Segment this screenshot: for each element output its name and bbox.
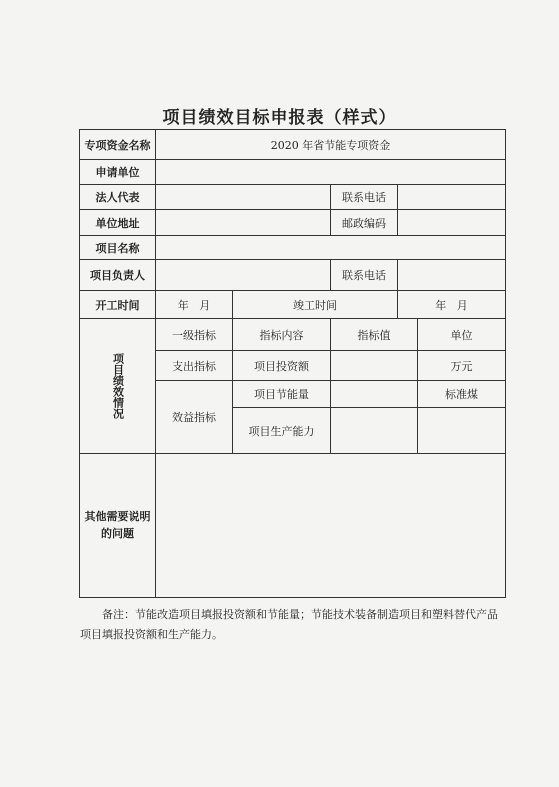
applicant-field[interactable]: [156, 160, 505, 184]
energy-saving-unit: 标准煤: [445, 388, 478, 401]
benefit-indicator-label: 效益指标: [172, 411, 216, 424]
start-time-label: 开工时间: [95, 298, 140, 312]
project-name-label: 项目名称: [95, 241, 140, 255]
address-field[interactable]: [156, 210, 330, 235]
energy-saving-value-field[interactable]: [331, 381, 417, 407]
header-unit: 单位: [450, 328, 473, 342]
header-first-level: 一级指标: [172, 328, 216, 342]
project-leader-field[interactable]: [156, 260, 330, 290]
start-time-value[interactable]: 年 月: [177, 298, 211, 312]
fund-name-label: 专项资金名称: [84, 138, 151, 152]
energy-saving-label: 项目节能量: [254, 388, 309, 401]
performance-section-label: 项目绩效情况: [111, 353, 125, 419]
postcode-label: 邮政编码: [342, 216, 386, 230]
capacity-label: 项目生产能力: [248, 424, 315, 438]
phone-label: 联系电话: [342, 191, 386, 204]
capacity-value-field[interactable]: [331, 408, 417, 453]
completion-time-label: 竣工时间: [293, 298, 337, 312]
header-content: 指标内容: [259, 328, 304, 342]
fund-name-value: 2020 年省节能专项资金: [270, 138, 391, 152]
postcode-field[interactable]: [398, 210, 505, 235]
other-issues-label: 其他需要说明的问题: [84, 510, 151, 540]
applicant-label: 申请单位: [95, 166, 140, 179]
footnote: 备注：节能改造项目填报投资额和节能量；节能技术装备制造项目和塑料替代产品项目填报投资额和生产能力。: [80, 608, 498, 641]
phone-label-2: 联系电话: [342, 269, 386, 282]
border-bottom: [79, 597, 506, 598]
project-name-field[interactable]: [156, 236, 505, 259]
phone-field[interactable]: [398, 185, 505, 209]
legal-rep-label: 法人代表: [95, 191, 140, 204]
other-issues-field[interactable]: [156, 454, 505, 597]
investment-label: 项目投资额: [254, 359, 309, 373]
header-value: 指标值: [357, 328, 391, 342]
completion-time-value[interactable]: 年 月: [435, 298, 468, 312]
address-label: 单位地址: [95, 216, 140, 230]
expense-indicator-label: 支出指标: [172, 359, 216, 373]
investment-value-field[interactable]: [331, 351, 417, 380]
phone-field-2[interactable]: [398, 260, 505, 290]
capacity-unit-field[interactable]: [418, 408, 505, 453]
project-leader-label: 项目负责人: [90, 269, 145, 282]
investment-unit: 万元: [450, 359, 473, 373]
legal-rep-field[interactable]: [156, 185, 330, 209]
page-title: 项目绩效目标申报表（样式）: [162, 108, 397, 128]
border-right: [505, 129, 506, 598]
